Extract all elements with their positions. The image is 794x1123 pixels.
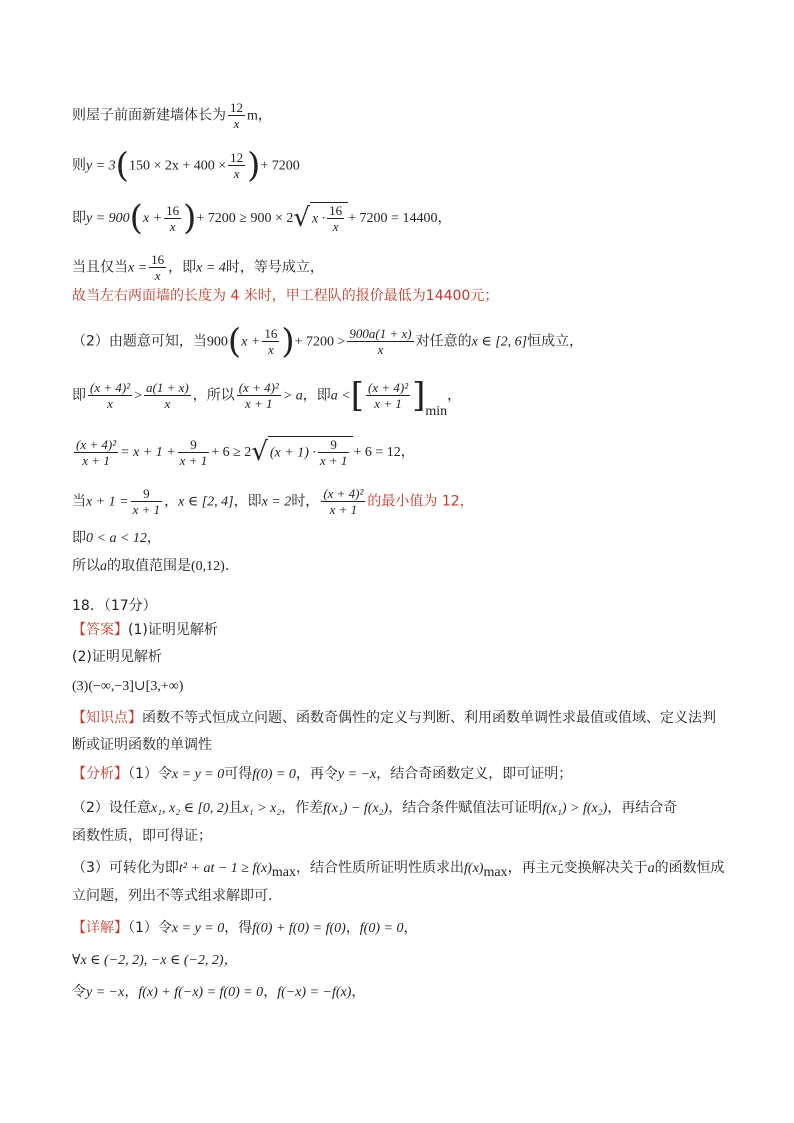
math: a < [330, 388, 351, 404]
text: 立问题，列出不等式组求解即可. [72, 888, 273, 904]
paren-open: ( [227, 321, 242, 362]
math: x₁ > x₂ [242, 801, 282, 816]
text: ，得 [224, 920, 253, 936]
line-basic-inequality [72, 436, 415, 468]
text: （2）由题意可知，当 [72, 333, 207, 350]
math: + 7200 ≥ 900 × 2 [196, 211, 294, 226]
math: f(x₁) > f(x₂) [542, 801, 608, 816]
paren-close: ) [247, 145, 261, 186]
text: ，结合性质所证明性质求出 [296, 860, 465, 876]
text: ，所以 [192, 387, 235, 404]
knowledge-point-line-2 [72, 735, 212, 755]
math: f(0) = 0 [252, 767, 296, 782]
line-inequality-transform [72, 375, 462, 420]
text: 当 [72, 493, 86, 510]
text: ，结合奇函数定义，即可证明； [376, 766, 573, 782]
math: y = 900 [86, 211, 130, 226]
paren-close: ) [183, 198, 197, 238]
math: x + [142, 211, 163, 226]
math: x + 1 = [86, 494, 129, 510]
math: a [100, 559, 107, 574]
denominator: x [267, 342, 274, 357]
math: f(x) + f(−x) = f(0) = 0 [138, 985, 264, 1000]
denominator: x [377, 342, 384, 357]
label: 【答案】 [72, 622, 128, 638]
numerator: 9 [178, 437, 210, 453]
label: 【详解】 [72, 920, 128, 936]
fraction [327, 203, 344, 234]
text: 可得 [224, 766, 253, 782]
denominator: x + 1 [179, 452, 208, 468]
text: 函数不等式恒成立问题、函数奇偶性的定义与判断、利用函数单调性求最值或值域、定义法判 [142, 710, 716, 726]
text: 即 [72, 210, 86, 226]
math: x + [241, 334, 261, 350]
text: 的最小值为 12， [367, 493, 474, 510]
line-wall-length [72, 100, 272, 131]
denominator: x + 1 [374, 396, 402, 411]
text: ，再结合奇 [607, 800, 678, 816]
text: ，再令 [295, 766, 338, 782]
fraction [74, 437, 118, 468]
math: + 7200 = 14400， [348, 211, 452, 226]
math: x = [128, 260, 148, 276]
text: 恒成立， [527, 333, 584, 350]
math: + 6 ≥ 2 [211, 445, 252, 460]
subscript: max [271, 864, 297, 880]
text: 令 [72, 984, 86, 1000]
math: + 7200 > [294, 334, 346, 350]
text: ， [124, 984, 139, 1000]
sqrt-body [310, 202, 348, 234]
denominator: x [107, 396, 113, 411]
line-conclusion-part1 [72, 286, 498, 306]
subscript: min [425, 404, 448, 420]
fraction [262, 326, 279, 357]
analysis-line-3b [72, 886, 272, 906]
text: 所以 [72, 558, 100, 574]
math: + 7200 [260, 158, 300, 174]
text: 时， [291, 493, 320, 510]
math: (0,12) [191, 559, 225, 574]
math: x ∈ [2, 6] [471, 334, 528, 350]
numerator: 9 [131, 486, 163, 502]
paren-close: ) [281, 321, 295, 362]
math: f(−x) = −f(x) [277, 985, 352, 1000]
denominator: x [154, 268, 161, 283]
math: ∀x ∈ (−2, 2), −x ∈ (−2, 2)， [72, 953, 238, 968]
math: a [647, 861, 655, 876]
line-y-inequality [72, 198, 452, 238]
text: (1)证明见解析 [128, 622, 218, 638]
detail-line-3 [72, 982, 365, 1003]
paren-open: ( [129, 198, 143, 238]
line-minimum-value [72, 486, 474, 517]
text: (2)证明见解析 [72, 649, 162, 665]
math: (x + 1) · [269, 445, 316, 461]
math: t² + at − 1 ≥ f(x) [178, 861, 272, 876]
denominator: x + 1 [132, 502, 161, 517]
text: ，即 [233, 493, 262, 510]
answer-line [72, 620, 218, 640]
text: ，即 [168, 259, 197, 276]
text: （2）设任意 [72, 800, 151, 816]
text: （3）可转化为即 [72, 860, 179, 876]
text: 函数性质，即可得证； [72, 828, 212, 844]
fraction [164, 203, 181, 234]
fraction [237, 380, 281, 411]
numerator: (x + 4)² [76, 436, 117, 452]
denominator: x + 1 [329, 502, 358, 517]
fraction [318, 437, 350, 468]
denominator: x + 1 [245, 396, 273, 411]
numerator: 12 [230, 150, 244, 165]
fraction [228, 100, 245, 131]
fraction [88, 380, 132, 411]
text: 且 [228, 800, 243, 816]
text: 当且仅当 [72, 259, 128, 276]
math: y = 3 [86, 158, 116, 174]
line-part2-condition [72, 321, 584, 362]
text: ，作差 [281, 800, 324, 816]
math: x = y = 0 [171, 921, 225, 936]
text: 则 [72, 157, 86, 174]
numerator: (x + 4)² [323, 486, 364, 501]
math: 900 [206, 334, 228, 350]
text: 即 [72, 530, 86, 546]
math: x = y = 0 [171, 767, 225, 782]
sqrt-sign: √ [251, 437, 268, 467]
fraction [228, 150, 245, 181]
text: ，再主元变换解决关于 [507, 860, 648, 876]
fraction [149, 252, 166, 283]
sqrt-body [268, 436, 354, 468]
analysis-line-3 [72, 858, 725, 883]
text: ， [146, 530, 161, 546]
math: > [134, 388, 143, 404]
math: 150 × 2x + 400 × [128, 158, 227, 174]
fraction [178, 437, 210, 468]
fraction [366, 380, 410, 411]
denominator: x [332, 219, 339, 234]
text: 对任意的 [415, 333, 472, 350]
math: f(0) = 0 [359, 921, 404, 936]
question-18-heading [72, 596, 157, 616]
paren-open: ( [115, 145, 129, 186]
math: x₁, x₂ ∈ [0, 2) [150, 801, 229, 816]
math: (3)(−∞,−3]∪[3,+∞) [72, 679, 184, 694]
analysis-line-1 [72, 764, 572, 785]
text: m， [247, 108, 272, 124]
math: f(0) + f(0) = f(0) [252, 921, 346, 936]
text: ， [345, 920, 360, 936]
numerator: (x + 4)² [238, 380, 279, 395]
numerator: 16 [329, 203, 343, 218]
text: ，即 [302, 387, 331, 404]
math: f(x₁) − f(x₂) [323, 801, 389, 816]
text: 断或证明函数的单调性 [72, 737, 212, 753]
sqrt-sign: √ [293, 203, 310, 233]
math: x · [311, 211, 326, 227]
numerator: 12 [230, 100, 243, 115]
label: 【分析】 [72, 766, 128, 782]
denominator: x [233, 166, 240, 181]
text: （1）令 [128, 920, 172, 936]
math: x ∈ [2, 4] [178, 494, 234, 510]
math: y = −x [337, 767, 377, 782]
analysis-line-2 [72, 798, 677, 819]
text: 的取值范围是 [107, 558, 191, 574]
line-y-expression [72, 145, 300, 186]
math: 0 < a < 12 [86, 531, 147, 546]
math: f(x) [464, 861, 484, 876]
math: + 6 = 12， [353, 445, 415, 460]
text: . [224, 558, 230, 574]
denominator: x + 1 [319, 453, 348, 468]
denominator: x [164, 396, 171, 411]
subscript: max [483, 864, 508, 880]
math: y = −x [86, 985, 125, 1000]
text: （1）令 [128, 766, 172, 782]
line-a-range [72, 528, 161, 549]
fraction [347, 326, 413, 357]
detail-line-2 [72, 950, 238, 971]
text: ， [164, 493, 179, 510]
text: ， [263, 984, 278, 1000]
analysis-line-2b [72, 826, 212, 846]
numerator: 16 [166, 202, 180, 218]
denominator: x [169, 218, 176, 234]
label: 【知识点】 [72, 710, 142, 726]
text: ，结合条件赋值法可证明 [388, 800, 543, 816]
text: ， [403, 920, 418, 936]
numerator: 900a(1 + x) [349, 326, 412, 341]
numerator: (x + 4)² [368, 380, 409, 395]
denominator: x [233, 116, 240, 131]
answer-line-3 [72, 676, 183, 697]
text: 则屋子前面新建墙体长为 [72, 107, 226, 124]
numerator: 16 [151, 252, 165, 267]
text: ， [447, 387, 462, 404]
text: 时，等号成立， [225, 259, 324, 276]
math: x = 2 [261, 494, 292, 510]
detail-line-1 [72, 918, 417, 939]
numerator: a(1 + x) [146, 380, 189, 395]
numerator: 9 [318, 437, 350, 453]
text: 故当左右两面墙的长度为 4 米时，甲工程队的报价最低为14400元； [72, 288, 499, 304]
math: x = 4 [196, 260, 226, 276]
bracket-close: ] [412, 375, 426, 416]
fraction [321, 486, 365, 517]
denominator: x + 1 [82, 452, 110, 468]
fraction [131, 486, 163, 517]
math: = x + 1 + [120, 445, 176, 460]
text: 即 [72, 387, 86, 404]
answer-line-2 [72, 647, 162, 667]
text: 18．（17分） [72, 598, 157, 614]
text: 的函数恒成 [654, 860, 725, 876]
text: ， [351, 984, 366, 1000]
line-final-range [72, 556, 229, 577]
fraction [144, 380, 191, 411]
numerator: 16 [264, 326, 278, 341]
knowledge-point-line [72, 708, 716, 728]
numerator: (x + 4)² [90, 380, 131, 395]
line-equality-condition [72, 252, 324, 283]
bracket-open: [ [350, 375, 364, 416]
math: > a [282, 388, 303, 404]
